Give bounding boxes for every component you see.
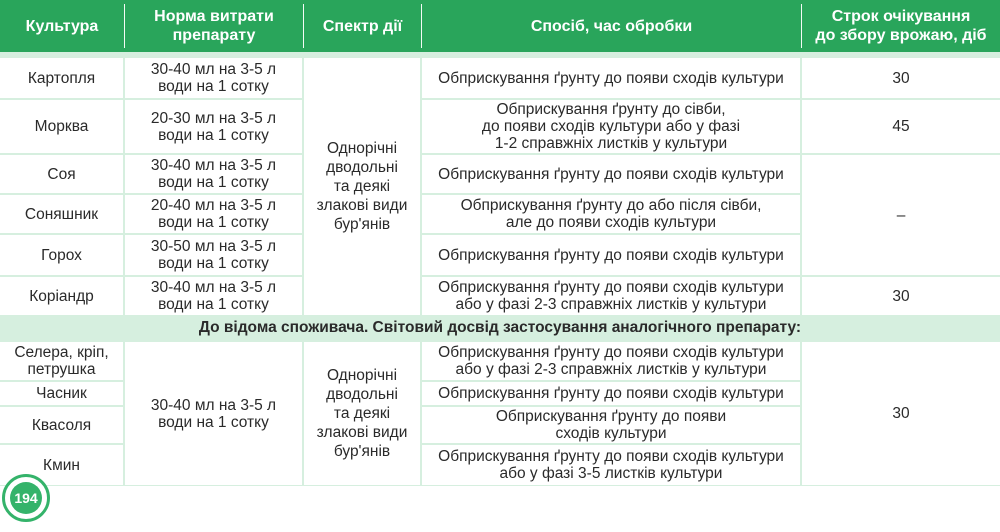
cell-culture: Часник [0, 382, 123, 405]
cell-method: Обприскування ґрунту до появи сходів культури [422, 235, 800, 275]
cell-method: Обприскування ґрунту до появи сходів культури [422, 382, 800, 405]
consumer-notice-row [0, 316, 1000, 340]
header-norm: Норма витрати препарату [154, 8, 274, 44]
page-number-badge [2, 474, 50, 522]
cell-norm: 30-40 мл на 3-5 л води на 1 сотку [125, 342, 302, 485]
cell-waiting: 45 [802, 100, 1000, 153]
cell-culture: Селера, кріп, петрушка [0, 342, 123, 380]
cell-waiting: 30 [802, 277, 1000, 315]
cell-culture: Квасоля [0, 407, 123, 443]
cell-method: Обприскування ґрунту до сівби, до появи сходів культури або у фазі 1-2 справжніх листків у культури [422, 100, 800, 153]
cell-norm: 20-30 мл на 3-5 л води на 1 сотку [125, 100, 302, 153]
cell-method: Обприскування ґрунту до появи сходів культури або у фазі 2-3 справжніх листків у культури [422, 277, 800, 315]
cell-culture: Кмин [0, 445, 123, 485]
cell-culture: Соняшник [0, 195, 123, 233]
cell-culture: Коріандр [0, 277, 123, 315]
cell-waiting: 30 [802, 58, 1000, 98]
cell-norm: 30-50 мл на 3-5 л води на 1 сотку [125, 235, 302, 275]
cell-culture: Картопля [0, 58, 123, 98]
cell-spectrum: Однорічні дводольні та деякі злакові види бур'янів [304, 342, 420, 485]
cell-method: Обприскування ґрунту до появи сходів культури [422, 58, 800, 98]
header-spectrum: Спектр дії [322, 17, 403, 35]
cell-method: Обприскування ґрунту до появи сходів культури або у фазі 3-5 листків культури [422, 445, 800, 485]
cell-waiting: – [802, 155, 1000, 275]
page-number: 194 [10, 482, 42, 514]
cell-spectrum: Однорічні дводольні та деякі злакові види бур'янів [304, 58, 420, 315]
cell-method: Обприскування ґрунту до появи сходів культури [422, 155, 800, 193]
cell-culture: Морква [0, 100, 123, 153]
cell-method: Обприскування ґрунту до появи сходів культури або у фазі 2-3 справжніх листків у культури [422, 342, 800, 380]
cell-waiting: 30 [802, 342, 1000, 485]
header-method: Спосіб, час обробки [530, 17, 693, 35]
cell-method: Обприскування ґрунту до появи сходів культури [422, 407, 800, 443]
cell-norm: 20-40 мл на 3-5 л води на 1 сотку [125, 195, 302, 233]
cell-culture: Горох [0, 235, 123, 275]
header-waiting: Строк очікування до збору врожаю, діб [815, 8, 987, 44]
cell-norm: 30-40 мл на 3-5 л води на 1 сотку [125, 277, 302, 315]
header-culture: Культура [25, 17, 99, 35]
cell-norm: 30-40 мл на 3-5 л води на 1 сотку [125, 58, 302, 98]
consumer-notice-text: До відома споживача. Світовий досвід застосування аналогічного препарату: [198, 319, 802, 336]
table-header [0, 0, 1000, 52]
cell-norm: 30-40 мл на 3-5 л води на 1 сотку [125, 155, 302, 193]
cell-method: Обприскування ґрунту до або після сівби, але до появи сходів культури [422, 195, 800, 233]
cell-culture: Соя [0, 155, 123, 193]
